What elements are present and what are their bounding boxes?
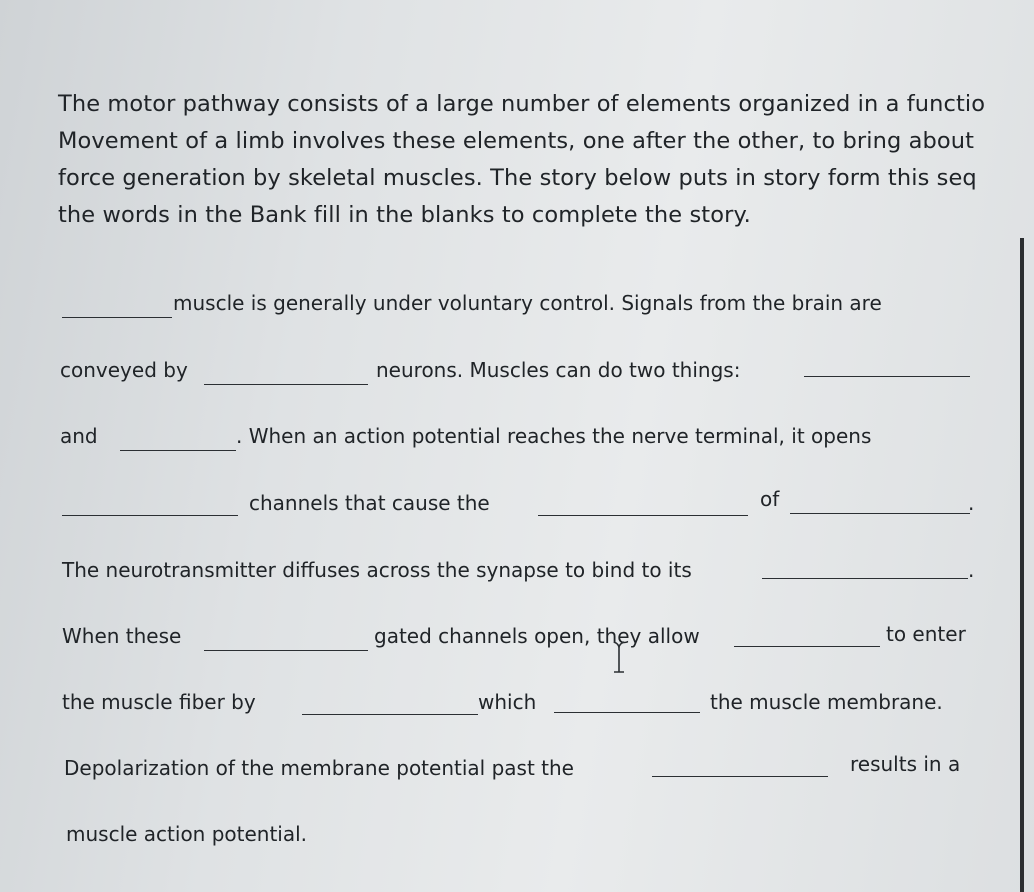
story-text: the muscle fiber by: [62, 690, 256, 714]
story-text: Depolarization of the membrane potential past the: [64, 756, 574, 780]
page-edge: [1020, 238, 1024, 892]
blank-3[interactable]: [804, 376, 970, 377]
blank-7[interactable]: [790, 513, 970, 514]
story-text: .: [968, 491, 975, 515]
story-text: muscle is generally under voluntary control. Signals from the brain are: [173, 291, 882, 315]
intro-line: The motor pathway consists of a large number of elements organized in a functio: [58, 91, 986, 117]
story-line-1: [60, 285, 980, 319]
story-text: gated channels open, they allow: [374, 624, 700, 648]
intro-paragraph: [58, 86, 1034, 234]
story-line-6: [60, 618, 980, 652]
story-text: to enter: [886, 622, 966, 646]
story-text: the muscle membrane.: [710, 690, 943, 714]
story-text: results in a: [850, 752, 961, 776]
story-text: channels that cause the: [249, 491, 490, 515]
story-line-7: [60, 684, 980, 718]
blank-9[interactable]: [204, 650, 368, 651]
story-text: neurons. Muscles can do two things:: [376, 358, 741, 382]
intro-line: the words in the Bank fill in the blanks to complete the story.: [58, 202, 751, 228]
blank-13[interactable]: [652, 776, 828, 777]
intro-line: force generation by skeletal muscles. The story below puts in story form this seq: [58, 165, 977, 191]
blank-6[interactable]: [538, 515, 748, 516]
story-line-2: [60, 352, 980, 386]
story-text: When these: [62, 624, 182, 648]
blank-5[interactable]: [62, 515, 238, 516]
story-line-3: [60, 418, 980, 452]
blank-1[interactable]: [62, 317, 172, 318]
text-cursor-icon: [612, 640, 626, 674]
story-line-4: [60, 485, 980, 519]
blank-10[interactable]: [734, 646, 880, 647]
blank-4[interactable]: [120, 450, 236, 451]
story-text: . When an action potential reaches the nerve terminal, it opens: [236, 424, 872, 448]
story-line-9: [60, 816, 980, 850]
story-text: of: [760, 487, 780, 511]
story-line-8: [60, 750, 980, 784]
blank-2[interactable]: [204, 384, 368, 385]
blank-8[interactable]: [762, 578, 968, 579]
blank-12[interactable]: [554, 712, 700, 713]
story-text: muscle action potential.: [66, 822, 308, 846]
intro-line: Movement of a limb involves these elements, one after the other, to bring about: [58, 128, 975, 154]
story-text: conveyed by: [60, 358, 188, 382]
story-text: .: [968, 558, 975, 582]
blank-11[interactable]: [302, 714, 478, 715]
story-text: which: [478, 690, 537, 714]
story-line-5: [60, 552, 980, 586]
story-text: The neurotransmitter diffuses across the synapse to bind to its: [62, 558, 692, 582]
story-text: and: [60, 424, 98, 448]
